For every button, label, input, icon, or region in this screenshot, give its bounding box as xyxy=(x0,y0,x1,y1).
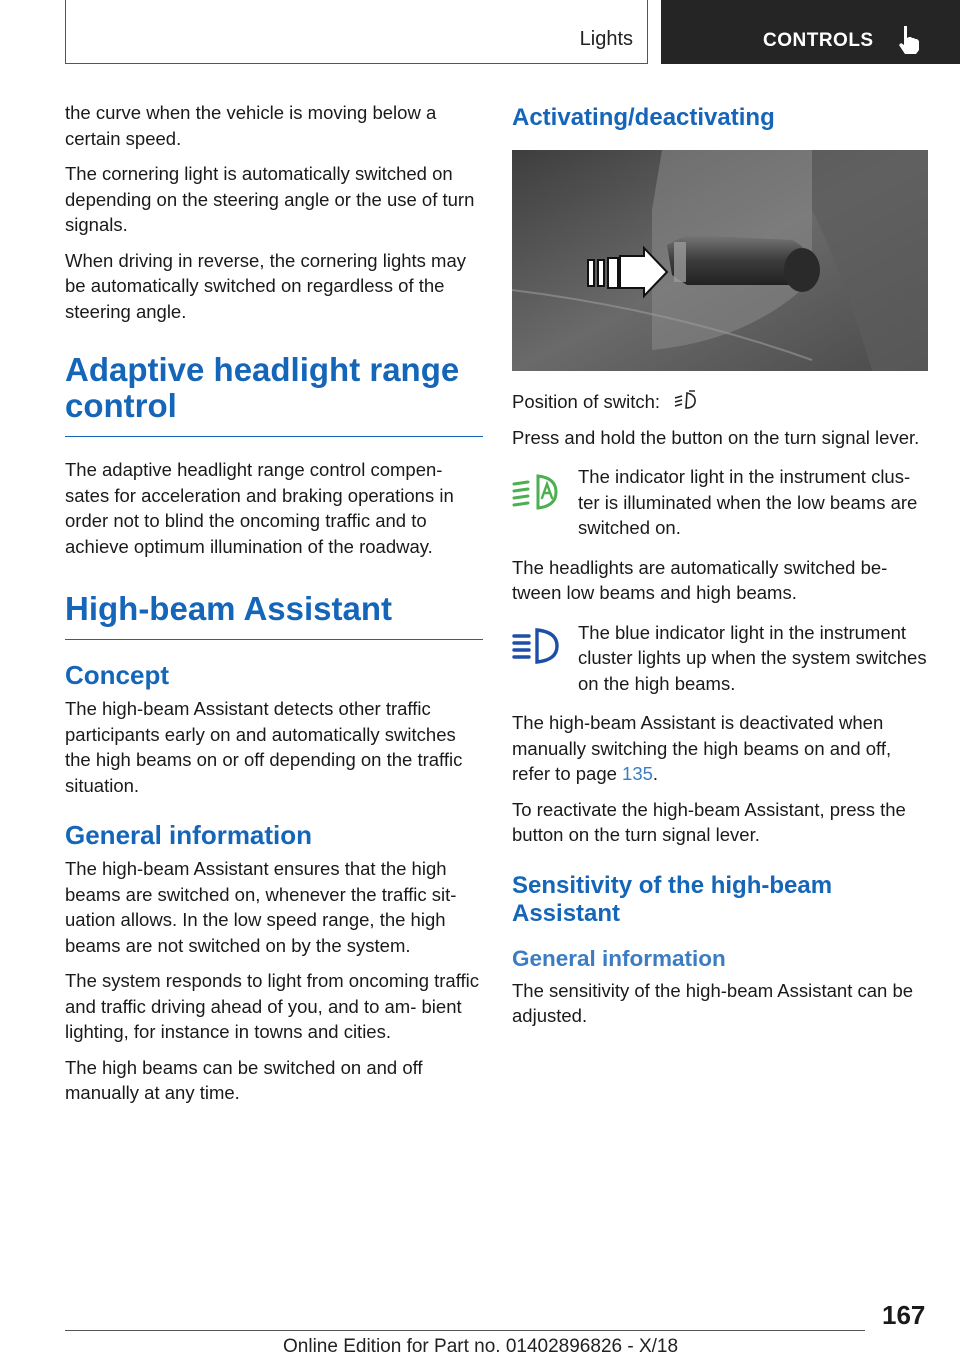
paragraph: To reactivate the high-beam Assistant, press the button on the turn signal lever. xyxy=(512,798,906,845)
high-beam-assistant-icon xyxy=(673,389,699,411)
footer-edition: Online Edition for Part no. 01402896826 - X/18 xyxy=(283,1336,679,1357)
paragraph: The blue indicator light in the instrument cluster lights up when the system switches on the high beams. xyxy=(578,621,927,694)
high-beam-indicator-icon xyxy=(512,626,564,666)
heading-concept: Concept xyxy=(65,660,169,690)
right-column xyxy=(512,100,928,1039)
paragraph: The indicator light in the instrument clus‐ ter is illuminated when the low beams are switched on. xyxy=(578,466,918,538)
paragraph: The cornering light is automatically switched on depending on the steering angle or the use of turn signals. xyxy=(65,163,475,235)
heading-high-beam-assistant: High-beam Assistant xyxy=(65,590,393,627)
heading-activating: Activating/deactivating xyxy=(512,104,775,131)
paragraph: The headlights are automatically switched be‐ tween low beams and high beams. xyxy=(512,556,888,603)
text: The high-beam Assistant is deactivated when manually switching the high beams on and off, refer to page xyxy=(512,712,892,784)
heading-sensitivity: Sensitivity of the high-beam Assistant xyxy=(512,871,833,927)
text: . xyxy=(652,763,659,784)
low-beam-assistant-indicator-icon xyxy=(512,470,564,514)
paragraph: The system responds to light from oncoming traffic and traffic driving ahead of you, and to am‐ bient lighting, for instance in towns and cities. xyxy=(65,970,480,1042)
paragraph: The adaptive headlight range control compen‐ sates for acceleration and braking operations in order not to blind the oncoming traffic and to achieve optimum illumination of the roadway. xyxy=(65,459,454,557)
left-column xyxy=(65,100,483,1116)
turn-signal-lever-photo xyxy=(512,150,928,371)
footer-rule xyxy=(65,1330,865,1331)
paragraph-deactivation xyxy=(512,710,928,787)
indicator-row-low-beam xyxy=(512,464,928,541)
indicator-icon-wrap xyxy=(512,464,578,541)
page-reference-link[interactable]: 135 xyxy=(622,763,653,784)
paragraph-switch-position xyxy=(512,389,928,415)
indicator-icon-wrap xyxy=(512,620,578,697)
paragraph: the curve when the vehicle is moving below a certain speed. xyxy=(65,102,437,149)
chapter-tab xyxy=(661,0,960,64)
paragraph: Press and hold the button on the turn signal lever. xyxy=(512,426,920,448)
indicator-text xyxy=(578,620,928,697)
paragraph: The sensitivity of the high-beam Assistant can be adjusted. xyxy=(512,979,914,1026)
paragraph: When driving in reverse, the cornering lights may be automatically switched on regardless of the steering angle. xyxy=(65,249,467,322)
indicator-row-high-beam xyxy=(512,620,928,697)
heading-adaptive-wrap xyxy=(65,352,483,437)
heading-general-information: General information xyxy=(65,820,313,850)
chapter-title: CONTROLS xyxy=(763,30,874,51)
paragraph: The high-beam Assistant ensures that the high beams are switched on, whenever the traffic sit‐ uation allows. In the low speed range, the high beams are not switched on by the system. xyxy=(65,858,457,956)
section-title: Lights xyxy=(579,28,633,50)
page-number: 167 xyxy=(882,1300,926,1330)
paragraph: The high-beam Assistant detects other traffic participants early on and automatically switches the high beams on or off depending on the traffic situation. xyxy=(65,698,463,796)
paragraph: The high beams can be switched on and off manually at any time. xyxy=(65,1056,423,1103)
section-tab xyxy=(65,0,648,64)
indicator-text xyxy=(578,464,928,541)
position-label: Position of switch: xyxy=(512,391,661,412)
heading-general-information-right: General information xyxy=(512,945,726,971)
page-header xyxy=(0,0,960,66)
heading-adaptive-headlight: Adaptive headlight range control xyxy=(65,351,460,424)
pointing-hand-icon xyxy=(895,24,923,56)
heading-hba-wrap xyxy=(65,591,483,640)
